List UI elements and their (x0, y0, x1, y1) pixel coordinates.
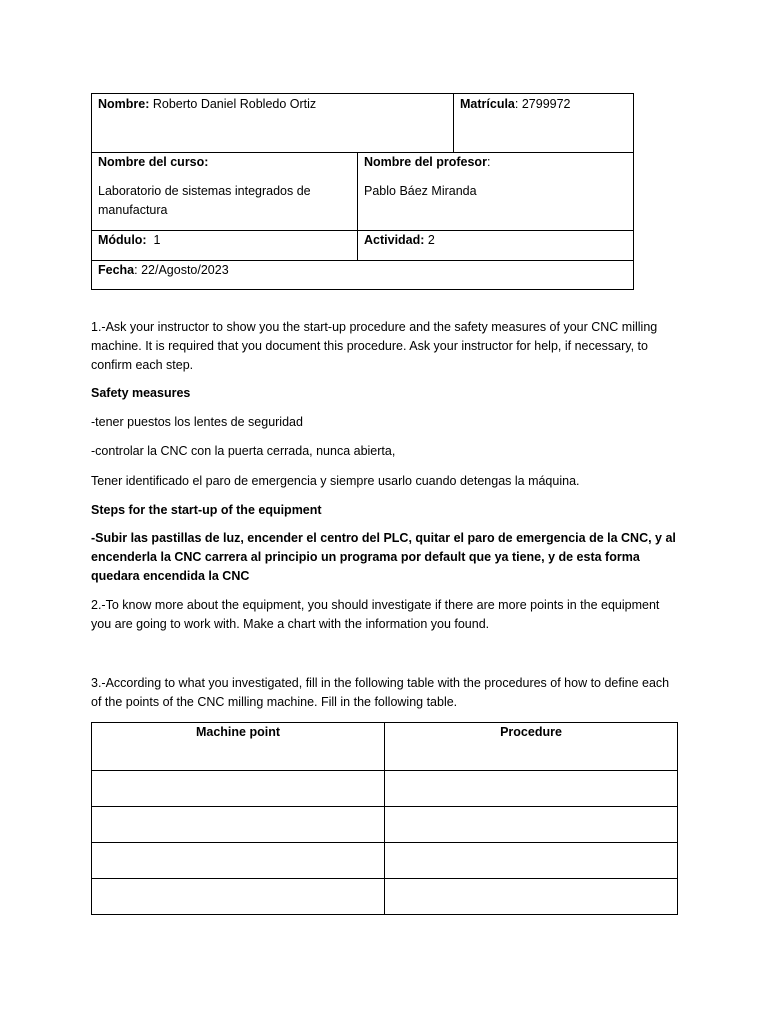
steps-text: -Subir las pastillas de luz, encender el centro del PLC, quitar el paro de emergencia de la CNC, y al encenderla la CNC carrera al principio un programa por default que ya tiene, y de esta forma quedara encendida la CNC (91, 531, 676, 583)
course-cell (92, 153, 357, 220)
module-label: Módulo: (98, 233, 147, 247)
column-header-machine-point: Machine point (195, 725, 281, 739)
matricula-cell (454, 95, 634, 114)
student-info-table (91, 93, 634, 290)
date-cell (92, 261, 633, 280)
question-2: 2.-To know more about the equipment, you should investigate if there are more points in the equipment you are going to work with. Make a chart with the information you found. (91, 598, 660, 631)
activity-cell (358, 231, 634, 250)
divider (92, 842, 677, 843)
teacher-label: Nombre del profesor (364, 155, 487, 169)
divider (92, 878, 677, 879)
divider (384, 723, 385, 914)
course-value: Laboratorio de sistemas integrados de manufactura (98, 184, 311, 217)
safety-item-3: Tener identificado el paro de emergencia y siempre usarlo cuando detengas la máquina. (91, 474, 580, 488)
question-1: 1.-Ask your instructor to show you the start-up procedure and the safety measures of your CNC milling machine. It is required that you document this procedure. Ask your instructor for help, if necessary, to confirm each step. (91, 320, 658, 372)
divider (92, 806, 677, 807)
safety-heading: Safety measures (91, 386, 191, 400)
module-value: 1 (146, 233, 161, 247)
date-label: Fecha (98, 263, 135, 277)
teacher-colon: : (486, 155, 491, 169)
safety-item-2: -controlar la CNC con la puerta cerrada, nunca abierta, (91, 444, 396, 458)
activity-value: 2 (424, 233, 435, 247)
course-label: Nombre del curso: (98, 155, 209, 169)
teacher-cell (358, 153, 634, 201)
date-value: : 22/Agosto/2023 (134, 263, 229, 277)
divider (92, 770, 677, 771)
machine-point-table (91, 722, 678, 915)
matricula-label: Matrícula (460, 97, 515, 111)
teacher-value: Pablo Báez Miranda (364, 184, 477, 198)
name-cell (92, 95, 453, 114)
matricula-value: : 2799972 (514, 97, 571, 111)
activity-label: Actividad: (364, 233, 425, 247)
module-cell (92, 231, 357, 250)
name-value: Roberto Daniel Robledo Ortiz (149, 97, 317, 111)
name-label: Nombre: (98, 97, 150, 111)
safety-item-1: -tener puestos los lentes de seguridad (91, 415, 303, 429)
question-3: 3.-According to what you investigated, fill in the following table with the procedures of how to define each of the points of the CNC milling machine. Fill in the following table. (91, 676, 670, 709)
steps-heading: Steps for the start-up of the equipment (91, 503, 322, 517)
column-header-procedure: Procedure (500, 725, 562, 739)
